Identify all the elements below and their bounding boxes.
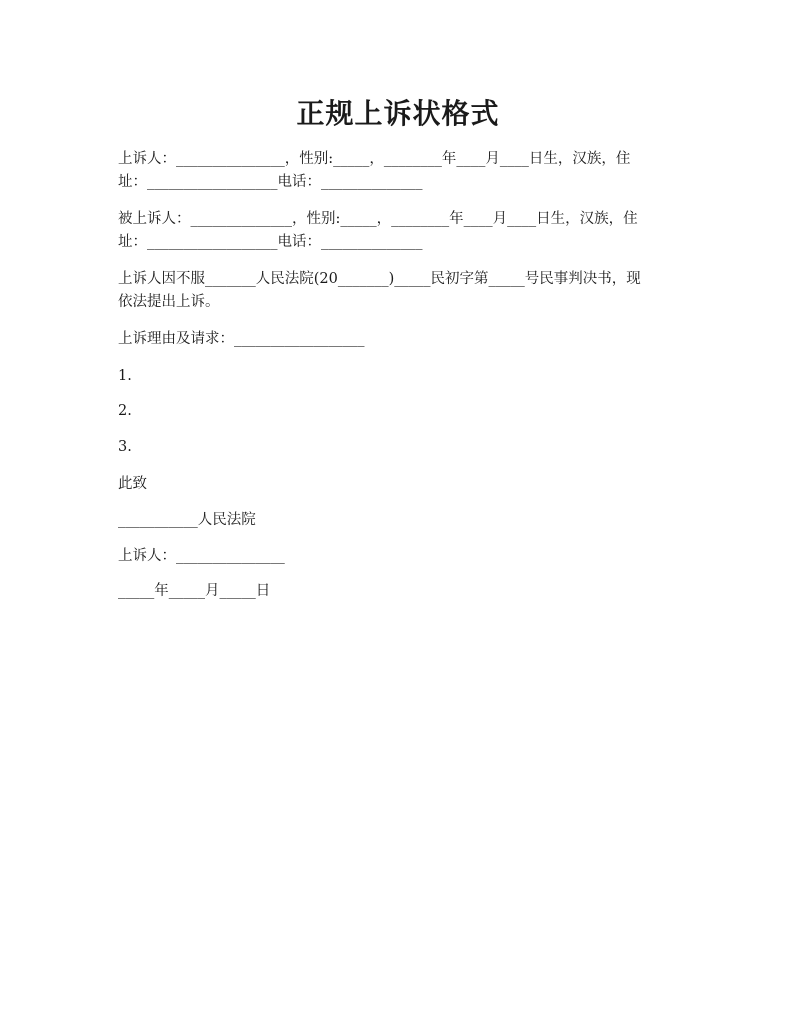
document-title: 正规上诉状格式 <box>296 97 500 130</box>
appeal-reason-line-2: 依法提出上诉。 <box>118 294 220 310</box>
request-heading: 上诉理由及请求：__________________ <box>118 331 365 347</box>
appellant-line-2: 址：__________________电话：______________ <box>118 174 423 190</box>
appeal-reason-line-1: 上诉人因不服_______人民法院(20_______)_____民初字第_____号民事判决书，现 <box>118 271 641 287</box>
appellee-line-2: 址：__________________电话：______________ <box>118 234 423 250</box>
date-line: _____年_____月_____日 <box>118 583 271 599</box>
list-item-1: 1. <box>118 368 132 384</box>
appellant-signature: 上诉人：_______________ <box>118 548 285 564</box>
appellee-line-1: 被上诉人：______________，性别:_____，________年____月____日生，汉族，住 <box>118 211 638 227</box>
appellant-line-1: 上诉人：_______________，性别:_____，________年____月____日生，汉族，住 <box>118 151 631 167</box>
appellee-paragraph <box>118 208 684 254</box>
closing-salutation: 此致 <box>118 476 147 492</box>
list-item-3: 3. <box>118 439 132 455</box>
appellant-paragraph <box>118 148 684 194</box>
list-item-2: 2. <box>118 403 132 419</box>
appeal-reason-paragraph <box>118 268 684 314</box>
court-addressee: ___________人民法院 <box>118 512 256 528</box>
